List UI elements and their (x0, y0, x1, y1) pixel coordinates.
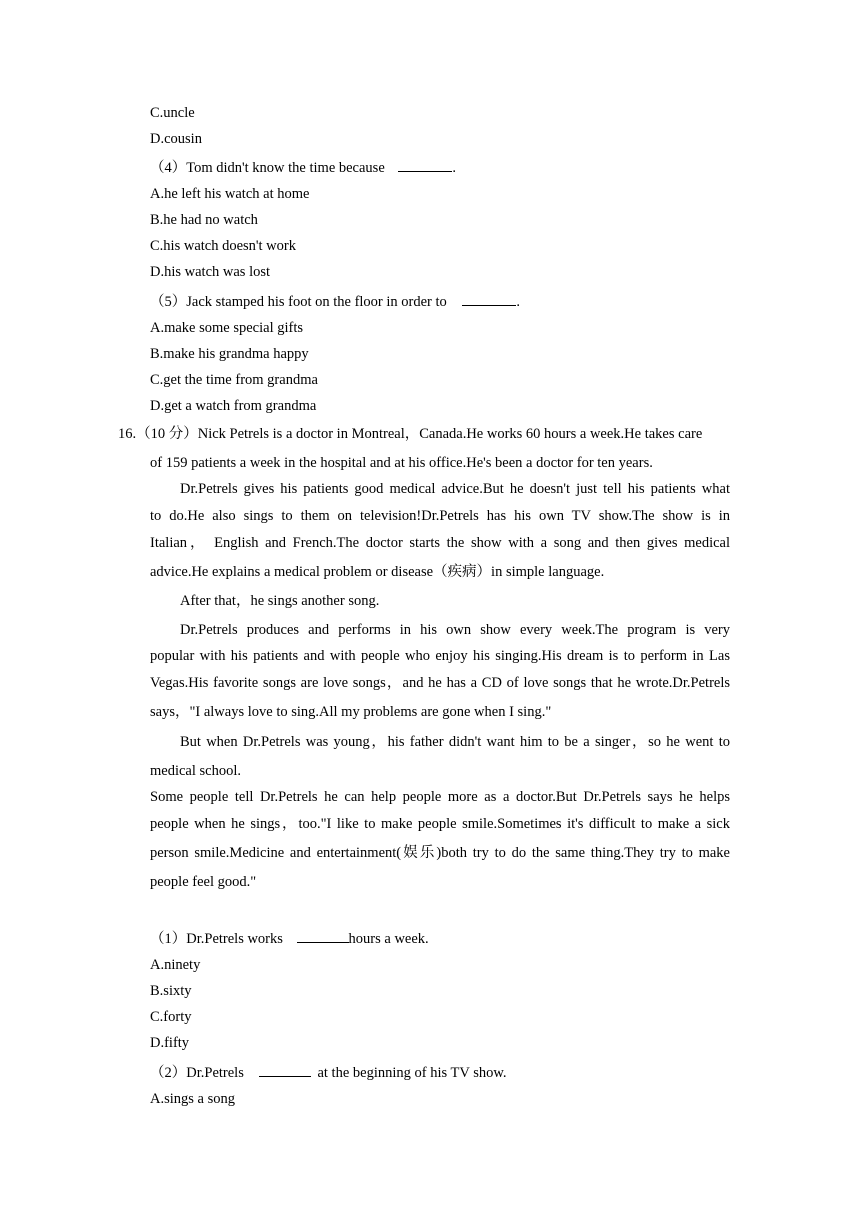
passage-line: advice.He explains a medical problem or disease（疾病）in simple language. (150, 564, 605, 580)
question-points: （10 分） (136, 426, 198, 442)
passage-line: Vegas.His favorite songs are love songs，and he has a CD of love songs that he wrote.Dr.Petrels (150, 675, 730, 691)
question-5-text: （5）Jack stamped his foot on the floor in order to (150, 294, 447, 310)
option-b: B.sixty (150, 983, 192, 999)
option-a: A.he left his watch at home (150, 186, 310, 202)
question-text: （2）Dr.Petrels (150, 1065, 244, 1081)
passage-line: of 159 patients a week in the hospital and at his office.He's been a doctor for ten years. (150, 455, 653, 471)
answer-blank (297, 928, 349, 943)
passage-line: to do.He also sings to them on television!Dr.Petrels has his own TV show.The show is in (150, 508, 730, 524)
passage-line: person smile.Medicine and entertainment(娱乐)both try to do the same thing.They try to make (150, 845, 730, 861)
option-a: A.make some special gifts (150, 320, 304, 336)
option-b: B.make his grandma happy (150, 346, 309, 362)
option-c: C.forty (150, 1009, 192, 1025)
passage-line: medical school. (150, 763, 242, 779)
question-5-stem (150, 291, 520, 311)
question-number: 16. (118, 426, 137, 442)
question-4-end: . (452, 160, 457, 176)
passage-line: Some people tell Dr.Petrels he can help people more as a doctor.But Dr.Petrels says he helps (150, 789, 730, 805)
passage-line: Dr.Petrels produces and performs in his own show every week.The program is very (180, 622, 730, 638)
answer-blank (462, 291, 516, 306)
passage-line: Nick Petrels is a doctor in Montreal，Canada.He works 60 hours a week.He takes care (197, 426, 703, 442)
question-16-header (118, 425, 702, 443)
question-end: hours a week. (348, 931, 429, 947)
option-c: C.get the time from grandma (150, 372, 318, 388)
option-d: D.fifty (150, 1035, 190, 1051)
question-5-end: . (516, 294, 521, 310)
option-c: C.his watch doesn't work (150, 238, 296, 254)
option-a: A.ninety (150, 957, 201, 973)
passage-line: Dr.Petrels gives his patients good medical advice.But he doesn't just tell his patients what (180, 481, 730, 497)
passage-line: After that，he sings another song. (180, 593, 380, 609)
answer-blank (259, 1062, 311, 1077)
passage-line: popular with his patients and with people who enjoy his singing.His dream is to perform in Las (150, 648, 730, 664)
passage-line: says，"I always love to sing.All my problems are gone when I sing." (150, 704, 552, 720)
passage-line: Italian， English and French.The doctor starts the show with a song and then gives medical (150, 535, 730, 551)
question-text: （1）Dr.Petrels works (150, 931, 283, 947)
option-c: C.uncle (150, 105, 195, 121)
question-4-text: （4）Tom didn't know the time because (150, 160, 385, 176)
option-d: D.his watch was lost (150, 264, 271, 280)
question-end: at the beginning of his TV show. (317, 1065, 507, 1081)
passage-line: people feel good." (150, 874, 257, 890)
option-d: D.cousin (150, 131, 202, 147)
answer-blank (398, 157, 452, 172)
question-4-stem (150, 157, 456, 177)
passage-line: people when he sings，too."I like to make people smile.Sometimes it's difficult to make a sick (150, 816, 730, 832)
option-d: D.get a watch from grandma (150, 398, 317, 414)
question-16-1-stem (150, 928, 429, 948)
question-16-2-stem (150, 1062, 507, 1082)
option-a: A.sings a song (150, 1091, 235, 1107)
passage-line: But when Dr.Petrels was young，his father didn't want him to be a singer，so he went to (180, 734, 730, 750)
option-b: B.he had no watch (150, 212, 258, 228)
